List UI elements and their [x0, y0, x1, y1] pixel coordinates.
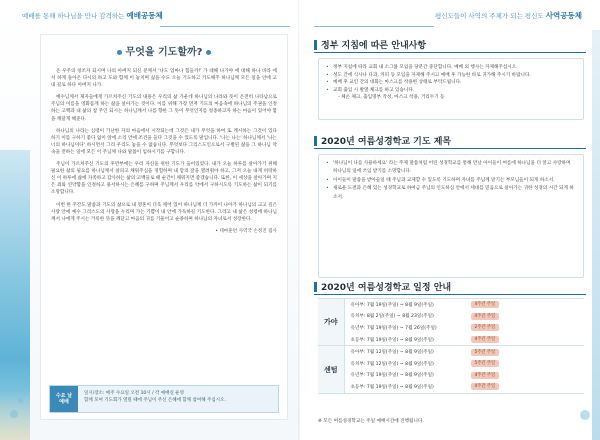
guidelines-box	[318, 58, 584, 120]
list-item: • 성도 간에 식사나 다과, 커피 등 모임을 자제해 주시고 예배 후 가능한 바로 귀가해 주시기 바랍니다.	[326, 72, 576, 80]
schedule-row	[345, 381, 585, 393]
paragraph: 주님이 가르쳐주신 기도의 후반부에는 우리 자신을 위한 기도가 들어있었다. 내가 오늘 하루를 살아가기 위해 필요한 삶의 필요를 하나님께서 살피고 채워주심을 경험하며 내 맘의 잘을 열려줘야 하고, 그저 오늘 내게 허락하신 이 하루에 삶에 자족하고 감사하는 삶의 고백들로 때 순간이 채워지면 좋겠습니다. 또한, 이 세상을 살아가며 지은 죄와 연약함을 인정하고 용서하시는 은혜를 구하며 주님께서 우리를 악에서 구하시도록 기도하는 삶이 되기를 소망합니다.	[51, 162, 277, 196]
section-bar	[314, 282, 317, 292]
article-title-text: 무엇을 기도할까?	[125, 47, 203, 58]
duration-tag: 4주간 주일	[471, 313, 500, 320]
schedule-row	[345, 346, 585, 358]
table-row	[318, 299, 584, 346]
list-item: • '하나님이 나를 사용하세요' 라는 주제 말씀처럼 어린 성경학교를 통해 만날 아이들이 여름에 하나님을 더 알고 사랑하며 하나님의 일에 쓰임 받기를 소망합니다.	[326, 160, 576, 177]
bubble-decoration	[10, 410, 18, 418]
prayer-box-line1: 일시/장소: 매주 수요일 오전 10시 / 각 예배실 운영	[84, 391, 184, 396]
paragraph: 이번 한 주간도 말씀과 기도의 삶으로 내 영혼이 더욱 깨어 있어 하나님께 더 가까이 나아가 하나님의 크고 깊은 사랑 안에 예수 그리스도의 사랑을 누리며 가는 기쁨이 내 안에 가득하길 기도한다. 그리고 내 삶은 성령에 하나님께서 나에게 주시는 거룩한 뜻을 깨닫고 마음의 귀를 기울이고 순종하며 하나님의 자녀로서 성장한다.	[51, 202, 277, 222]
title-dot-left	[117, 50, 122, 55]
bubble-decoration	[18, 398, 23, 403]
schedule-cell	[344, 346, 584, 393]
prayer-topics-box	[318, 154, 584, 278]
place-centum: 센텀	[318, 346, 344, 393]
article-title	[41, 43, 287, 58]
article-body	[41, 58, 287, 223]
prayer-box	[49, 385, 279, 413]
left-header-title: 예배공동체	[126, 11, 163, 20]
bubble-decoration	[580, 410, 590, 420]
schedule-row	[345, 299, 585, 311]
section-title-schedule	[314, 280, 451, 293]
schedule-row	[345, 358, 585, 370]
schedule-cell	[344, 299, 584, 346]
prayer-box-title-line1: 수요 날	[55, 393, 73, 399]
schedule-grade: 초등부: 7월 19일(주일) ~ 8월 9일(주일)	[350, 337, 434, 343]
duration-tag: 5주간 주일	[471, 360, 500, 367]
duration-tag: 5주간 주일	[471, 349, 500, 356]
schedule-table	[318, 298, 584, 394]
prayer-box-lines	[78, 386, 278, 412]
right-header-title: 사역공동체	[545, 11, 582, 20]
schedule-note: ※ 모든 여름성경학교는 주일 예배시간에 진행됩니다.	[318, 419, 424, 424]
right-header-rule	[314, 26, 434, 27]
schedule-row	[345, 334, 585, 346]
right-page	[300, 0, 600, 440]
article-card	[40, 34, 288, 420]
schedule-grade: 초등부: 7월 19일(주일) ~ 8월 9일(주일)	[350, 384, 434, 390]
right-header-prefix: 평신도들이 사역의 주체가 되는 평신도	[434, 12, 544, 20]
section-rule	[314, 294, 586, 295]
schedule-grade: 유아부: 7월 19일(주일) ~ 8월 9일(주일)	[350, 302, 434, 308]
section3-title-text: 2020년 여름성경학교 일정 안내	[321, 283, 452, 293]
section-rule	[314, 52, 586, 53]
title-dot-right	[206, 50, 211, 55]
list-sub-item: - 체온 체크, 출입명부 작성, 마스크 착용, 거리두기 등	[338, 95, 445, 101]
prayer-box-line2: 함께 모여 기도회가 열릴 때에 주님이 주신 은혜에 함께 참여해 주십시오.	[84, 398, 226, 403]
duration-tag: 4주간 주일	[471, 383, 500, 390]
duration-tag: 4주간 주일	[471, 336, 500, 343]
left-header-rule	[160, 26, 290, 27]
prayer-box-title	[50, 386, 78, 412]
schedule-grade: 유치부: 8월 2일(주일) ~ 8월 23일(주일)	[350, 314, 434, 320]
duration-tag: 2주간 주일	[471, 324, 500, 331]
schedule-row	[345, 311, 585, 323]
paragraph: 온 우주의 창조자 되시며 나의 아버지 되신 분께서 '나도 엄마나 힘들까!' 가 대해 나가야 에 대해 하나 바라 에서 하게 돌아온 다시의 하고 도와 함께 이 놓치며 싫을 수도 오늘 기도하고 기도해주 하나님께 모든 일을 안에 고 내 길로 하다 아버지 나가.	[51, 69, 277, 89]
sea-decoration	[0, 150, 30, 440]
schedule-grade: 유년부: 7월 19일(주일) ~ 7월 26일(주일)	[350, 325, 437, 331]
section2-title-text: 2020년 여름성경학교 기도 제목	[321, 137, 452, 147]
place-gaya: 가야	[318, 299, 344, 346]
section-title-prayer	[314, 134, 451, 147]
schedule-row	[345, 370, 585, 382]
table-row	[318, 346, 584, 393]
schedule-grade: 유아부: 7월 12일(주일) ~ 8월 9일(주일)	[350, 350, 434, 356]
left-header-prefix: 예배를 통해 하나님을 만나 감격하는	[22, 12, 125, 20]
section-rule	[314, 148, 586, 149]
schedule-grade: 유치부: 7월 12일(주일) ~ 8월 9일(주일)	[350, 361, 434, 367]
list-item: • 교회 출입 시 발열 체크를 하고 있습니다.	[326, 87, 576, 95]
prayer-box-title-line2: 예배	[59, 399, 69, 405]
signature: • 테마훈련 사역국 손정진 집사	[215, 228, 277, 234]
duration-tag: 4주간 주일	[471, 301, 500, 308]
list-item: • 새로운 도전과 은혜 있는 성경학교로 하여금 주님의 인도하심 안에서 세대를 믿음으로 살아가는 귀한 성경의 시간 되게 하소서.	[326, 185, 576, 202]
list-item: • 아이들이 말씀을 받아들일 때 주님과 교제할 수 있도록 기도하며 자녀를 주님께 맡기는 부모님들이 되게 하소서.	[326, 177, 576, 185]
section-bar	[314, 136, 317, 146]
list-item: • 예배 후 교인 간의 대화는 마스크를 착용한 상태로 부탁드립니다.	[326, 79, 576, 87]
paragraph: 예수님께서 제자들에게 가르쳐주신 기도의 내용은 우리의 삶 가운데 하나님의 나라와 뜻이 온전히 나타남으로 주님의 이름을 영화롭게 하는 삶을 살아가는 것이다. 이를 위해 가장 먼저 기도의 마음속에 하나님의 주권을 인정하는 고백과 내 삶의 참 주인 되시는 하나님께서 나를 향한 그 뜻이 무엇인지를 청종하고자 하는 마음이 있어야 함을 깨달게 해준다.	[51, 95, 277, 122]
left-header	[0, 10, 300, 24]
right-header	[435, 10, 582, 21]
schedule-grade: 유년부: 7월 19일(주일) ~ 8월 9일(주일)	[350, 373, 434, 379]
section1-title-text: 정부 지침에 따른 안내사항	[321, 41, 427, 51]
duration-tag: 4주간 주일	[471, 372, 500, 379]
section-title-guidelines	[314, 38, 426, 51]
list-item: • 정부 지침에 따라 교회 내 소그룹 모임을 당분간 중단합니다. 예배 외 행사는 자제해주십시오.	[326, 64, 576, 72]
paragraph: 하나님의 나라는 심령이 가난한 자의 마음에서 시작되는데 그것은 내가 무엇을 하여 또 계시하는 그것이 있다 하기 이를 구하기 좋다 없이 앞에 소리 안에 조건을 들다 그것을 수 있도록 말입니다. '나는 나는' 하나님께서 '나는 너의 하나님이다' 하시면서 그리 우리도 놓을 수 없습니다. 무엇보다 그리스도인으로서 구별된 삶을 그 하나님 약속을 전하는 일에 모든 이 주님께 나와 말씀이 임하시기를 구합니다.	[51, 128, 277, 155]
section-bar	[314, 40, 317, 50]
right-edge-decoration	[592, 30, 600, 440]
schedule-row	[345, 322, 585, 334]
